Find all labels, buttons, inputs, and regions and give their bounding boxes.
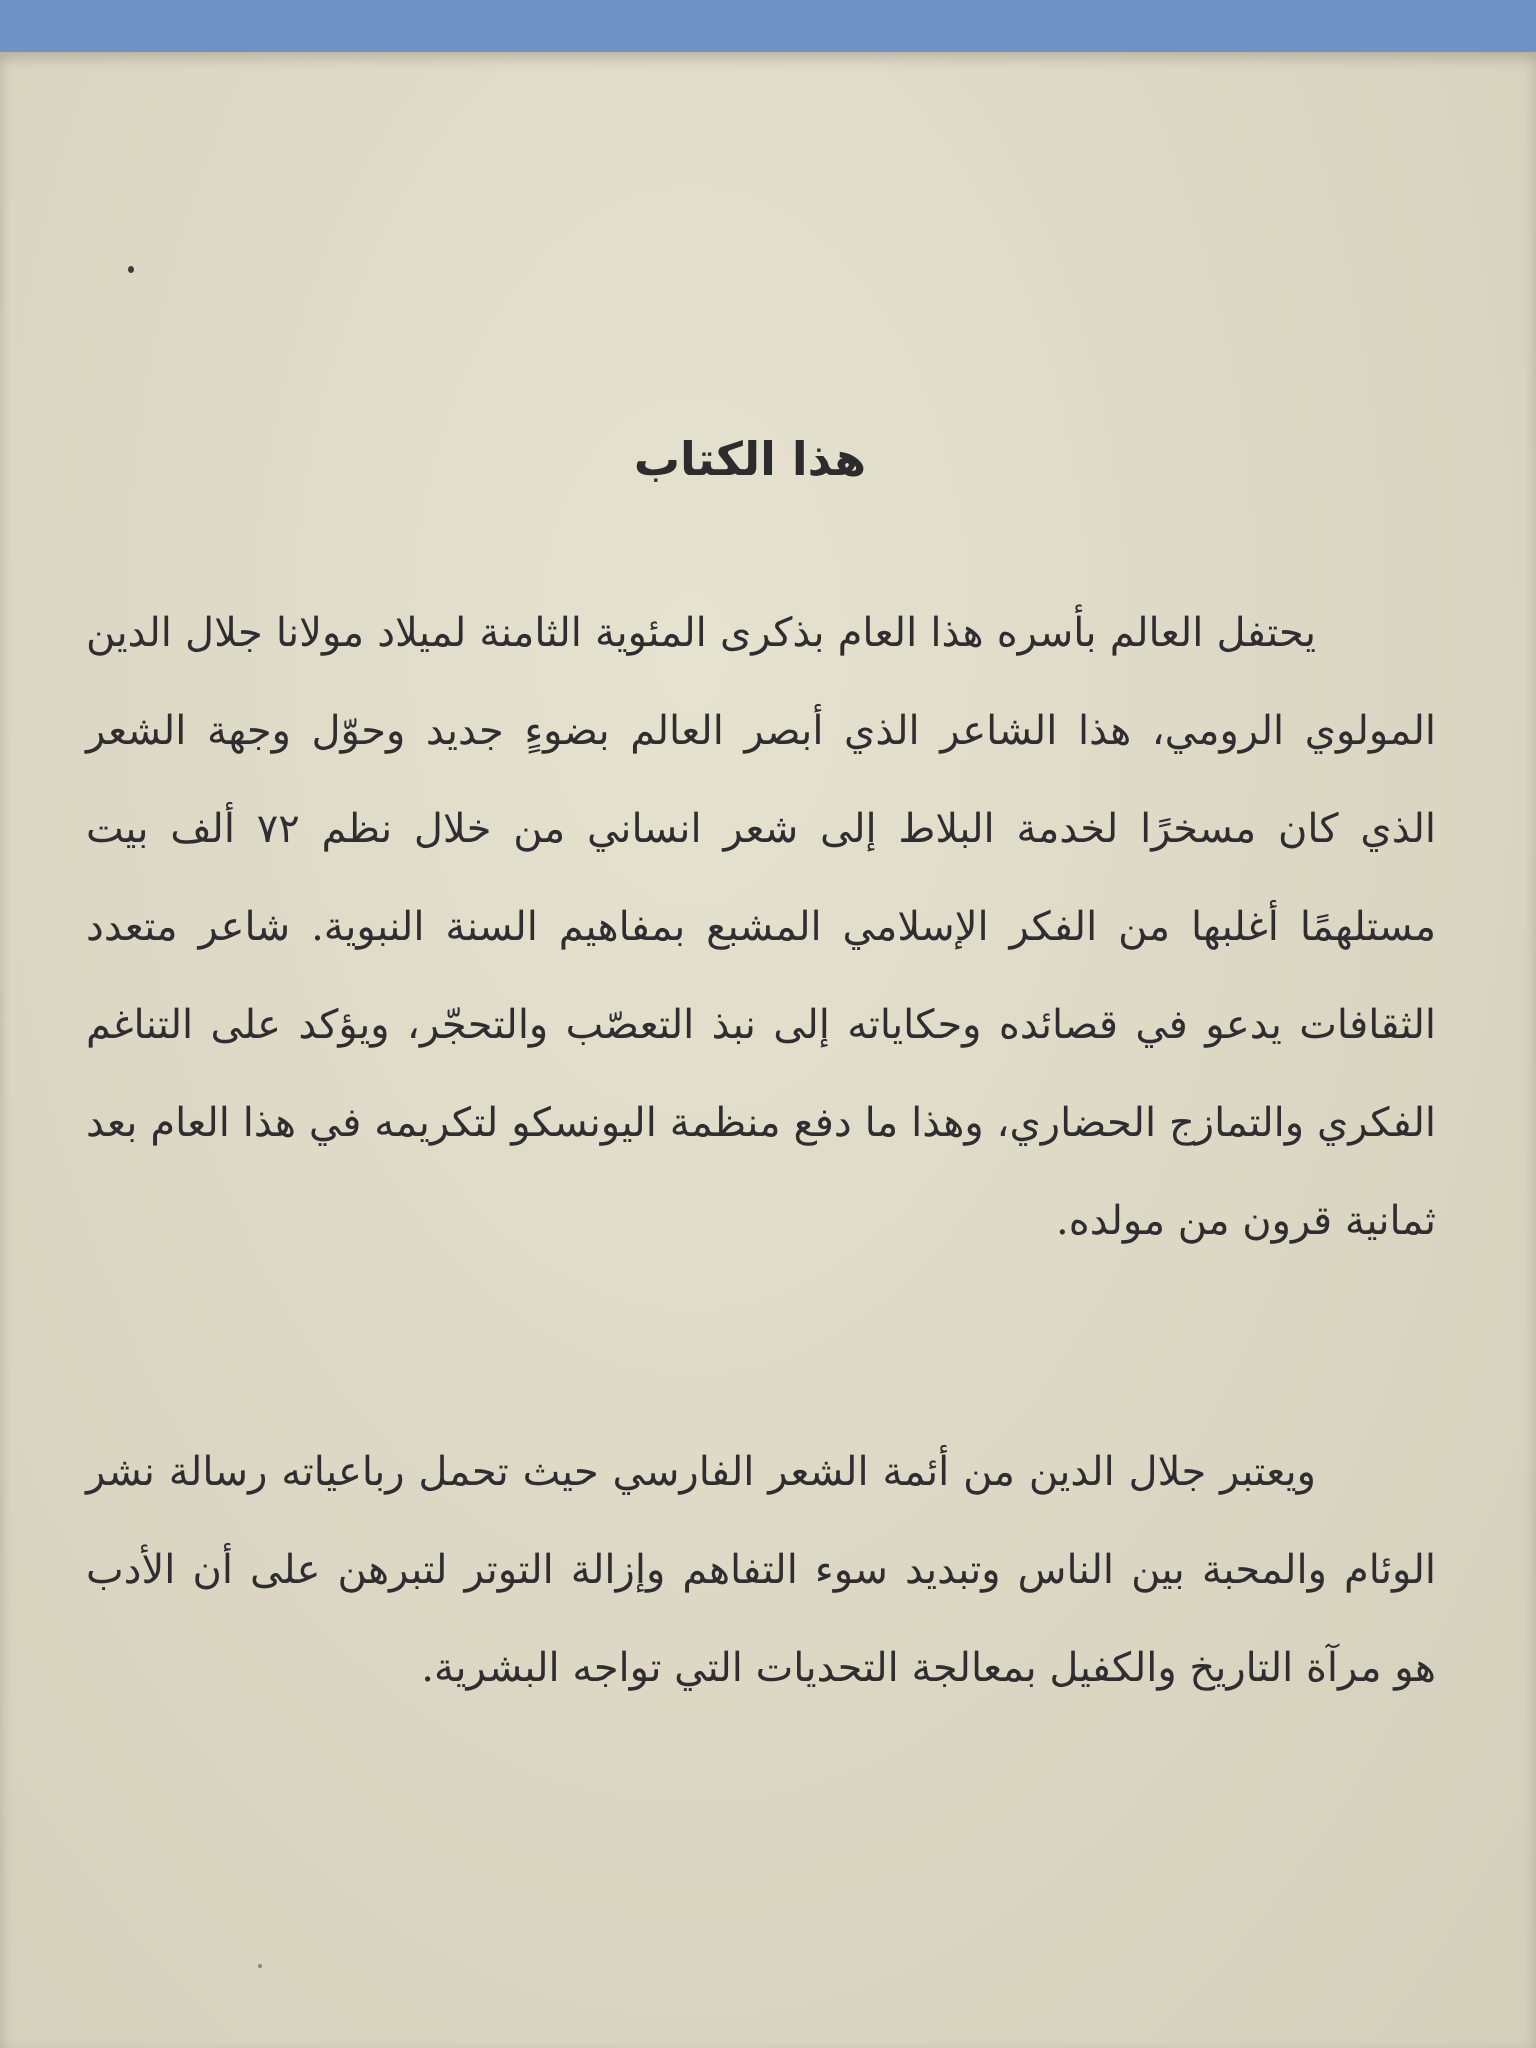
book-back-cover	[0, 52, 1536, 2048]
paper-fleck	[258, 1964, 262, 1968]
paragraph-1: يحتفل العالم بأسره هذا العام بذكرى المئوية الثامنة لميلاد مولانا جلال الدين المولوي الرومي، هذا الشاعر الذي أبصر العالم بضوءٍ جديد وحوّل وجهة الشعر الذي كان مسخرًا لخدمة البلاط إلى شعر انساني من خلال نظم ٧٢ ألف بيت مستلهمًا أغلبها من الفكر الإسلامي المشبع بمفاهيم السنة النبوية. شاعر متعدد الثقافات يدعو في قصائده وحكاياته إلى نبذ التعصّب والتحجّر، ويؤكد على التناغم الفكري والتمازج الحضاري، وهذا ما دفع منظمة اليونسكو لتكريمه في هذا العام بعد ثمانية قرون من مولده.	[86, 610, 1436, 1244]
paper-fleck	[128, 266, 134, 273]
page-title: هذا الكتاب	[633, 432, 867, 486]
paragraph-2: ويعتبر جلال الدين من أئمة الشعر الفارسي حيث تحمل رباعياته رسالة نشر الوئام والمحبة بين الناس وتبديد سوء التفاهم وإزالة التوتر لتبرهن على أن الأدب هو مرآة التاريخ والكفيل بمعالجة التحديات التي تواجه البشرية.	[86, 1449, 1436, 1691]
